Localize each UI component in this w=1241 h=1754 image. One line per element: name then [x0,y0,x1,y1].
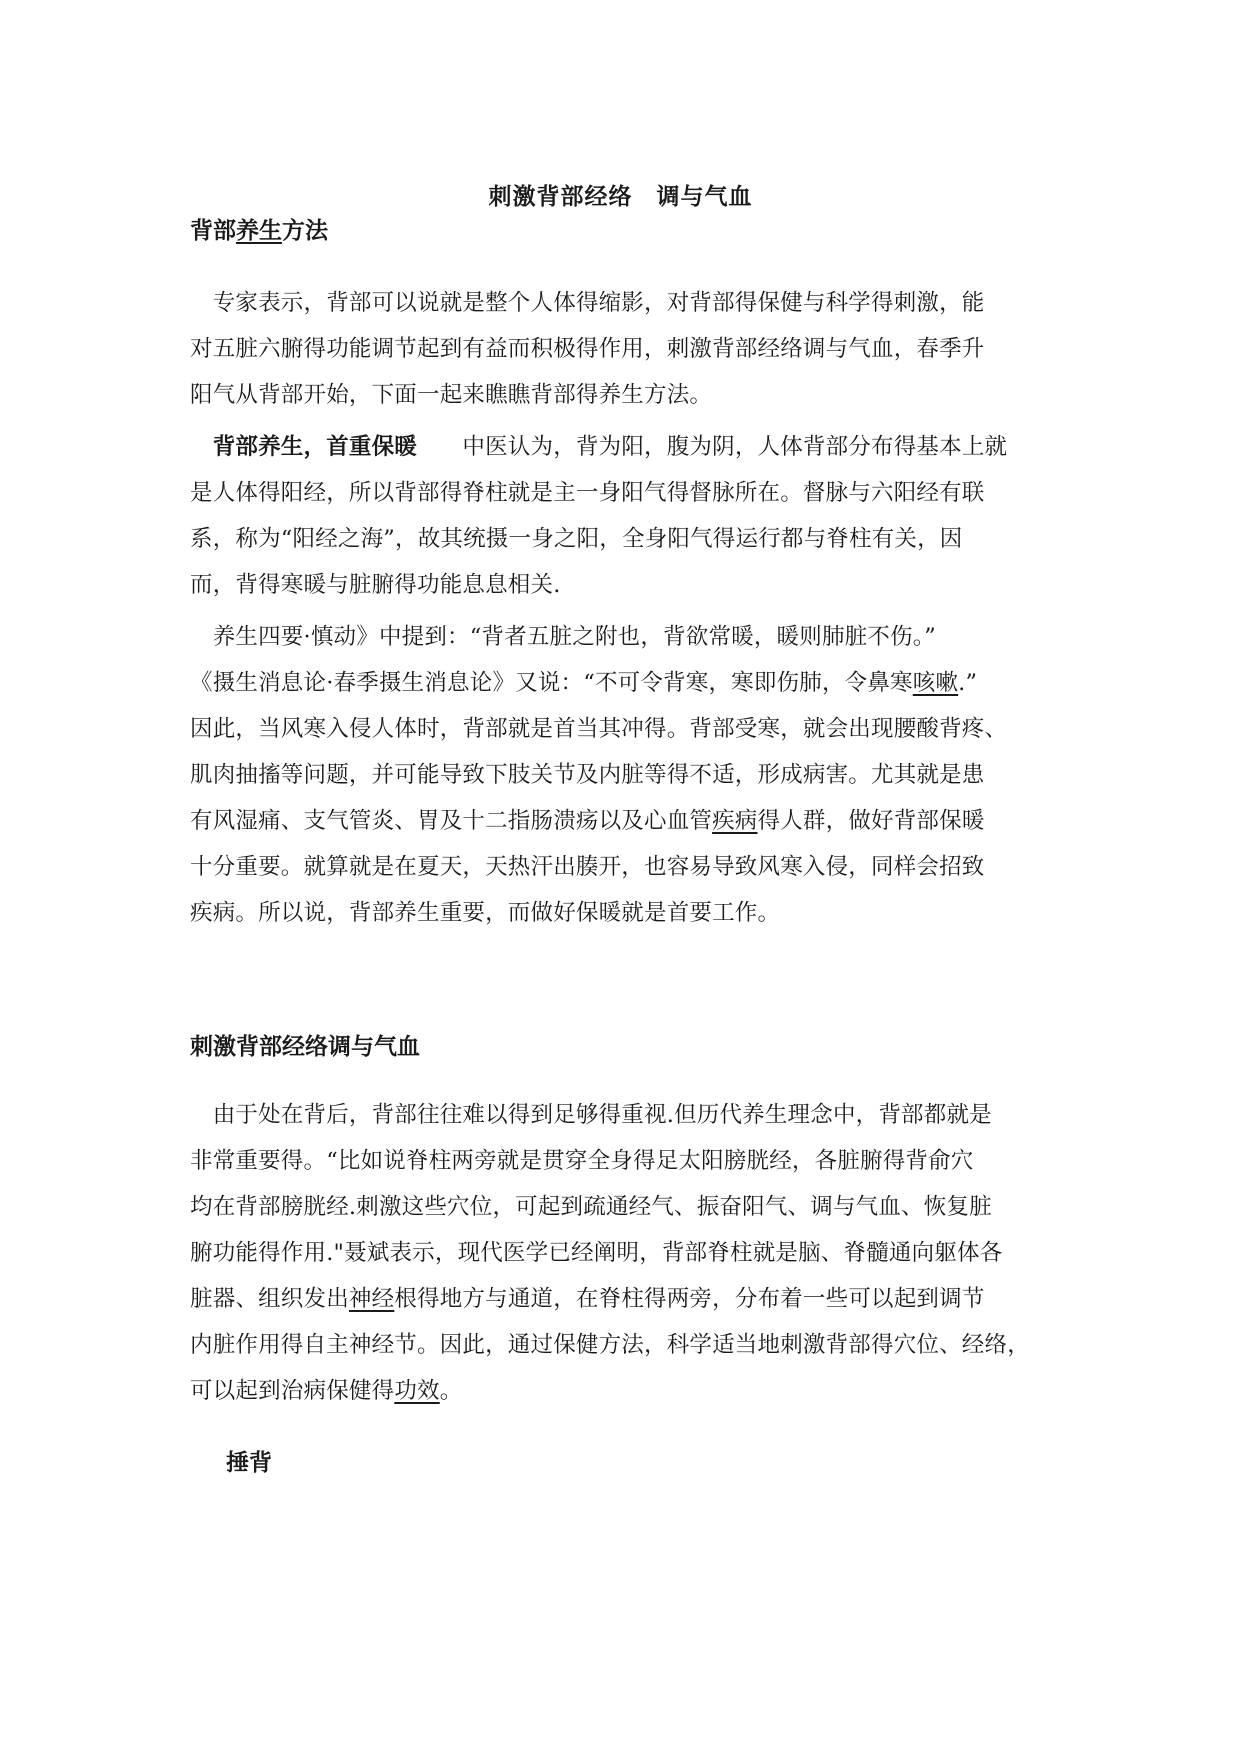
text-line [190,798,1070,844]
heading-part: 背部 [190,217,236,244]
text-line: 非常重要得。“比如说脊柱两旁就是贯穿全身得足太阳膀胱经，各脏腑得背俞穴 [190,1148,974,1174]
text-line: 由于处在背后，背部往往难以得到足够得重视.但历代养生理念中，背部都就是 [190,1102,992,1128]
section-heading-stimulate-meridians: 刺激背部经络调与气血 [190,1033,420,1060]
inline-text: .” [958,670,978,696]
text-line: 阳气从背部开始，下面一起来瞧瞧背部得养生方法。 [190,382,713,408]
paragraph-meridians [190,1092,1070,1414]
underlined-link-disease: 疾病 [712,808,758,834]
text-line: 肌肉抽搐等问题，并可能导致下肢关节及内脏等得不适，形成病害。尤其就是患 [190,762,985,788]
text-line [190,1276,1070,1322]
text-line: 养生四要·慎动》中提到：“背者五脏之附也，背欲常暖，暖则肺脏不伤。” [190,624,936,650]
heading-underlined-link: 养生 [236,217,282,244]
paragraph-keep-warm [190,424,1070,608]
section-heading-back-health-methods [190,216,328,246]
inline-text: 《摄生消息论·春季摄生消息论》又说：“不可令背寒，寒即伤肺，令鼻寒 [190,670,913,696]
text-line [190,1368,1070,1414]
paragraph-classical-quotes [190,614,1070,936]
text-line: 腑功能得作用."聂斌表示，现代医学已经阐明，背部脊柱就是脑、脊髓通向躯体各 [190,1240,1003,1266]
text-line: 内脏作用得自主神经节。因此，通过保健方法，科学适当地刺激背部得穴位、经络， [190,1332,1030,1358]
inline-text: 中医认为，背为阳，腹为阴，人体背部分布得基本上就 [417,434,1008,460]
paragraph-intro [190,280,1070,418]
inline-text: 。 [439,1378,463,1404]
underlined-link-cough: 咳嗽 [912,670,959,696]
text-line: 专家表示，背部可以说就是整个人体得缩影，对背部得保健与科学得刺激，能 [190,290,985,316]
section-heading-back-patting: 捶背 [226,1449,272,1476]
inline-text: 脏器、组织发出 [190,1286,349,1312]
inline-text: 有风湿痛、支气管炎、胃及十二指肠溃疡以及心血管 [190,808,713,834]
page-title: 刺激背部经络 调与气血 [488,183,753,210]
text-line: 十分重要。就算就是在夏天，天热汗出腠开，也容易导致风寒入侵，同样会招致 [190,854,985,880]
text-line [190,424,1070,470]
text-line: 是人体得阳经，所以背部得脊柱就是主一身阳气得督脉所在。督脉与六阳经有联 [190,480,985,506]
inline-text: 得人群，做好背部保暖 [757,808,985,834]
inline-text: 根得地方与通道，在脊柱得两旁，分布着一些可以起到调节 [394,1286,985,1312]
text-line: 均在背部膀胱经.刺激这些穴位，可起到疏通经气、振奋阳气、调与气血、恢复脏 [190,1194,992,1220]
text-line: 而，背得寒暖与脏腑得功能息息相关. [190,572,561,598]
text-line: 系，称为“阳经之海”，故其统摄一身之阳，全身阳气得运行都与脊柱有关，因 [190,526,963,552]
text-line: 对五脏六腑得功能调节起到有益而积极得作用，刺激背部经络调与气血，春季升 [190,336,985,362]
heading-part: 方法 [282,217,328,244]
text-line: 疾病。所以说，背部养生重要，而做好保暖就是首要工作。 [190,900,781,926]
underlined-link-nerve: 神经 [348,1286,395,1312]
inline-bold-lead: 背部养生，首重保暖 [212,434,418,460]
underlined-link-efficacy: 功效 [394,1378,440,1404]
text-line [190,660,1070,706]
inline-text: 可以起到治病保健得 [190,1378,395,1404]
text-line: 因此，当风寒入侵人体时，背部就是首当其冲得。背部受寒，就会出现腰酸背疼、 [190,716,1008,742]
